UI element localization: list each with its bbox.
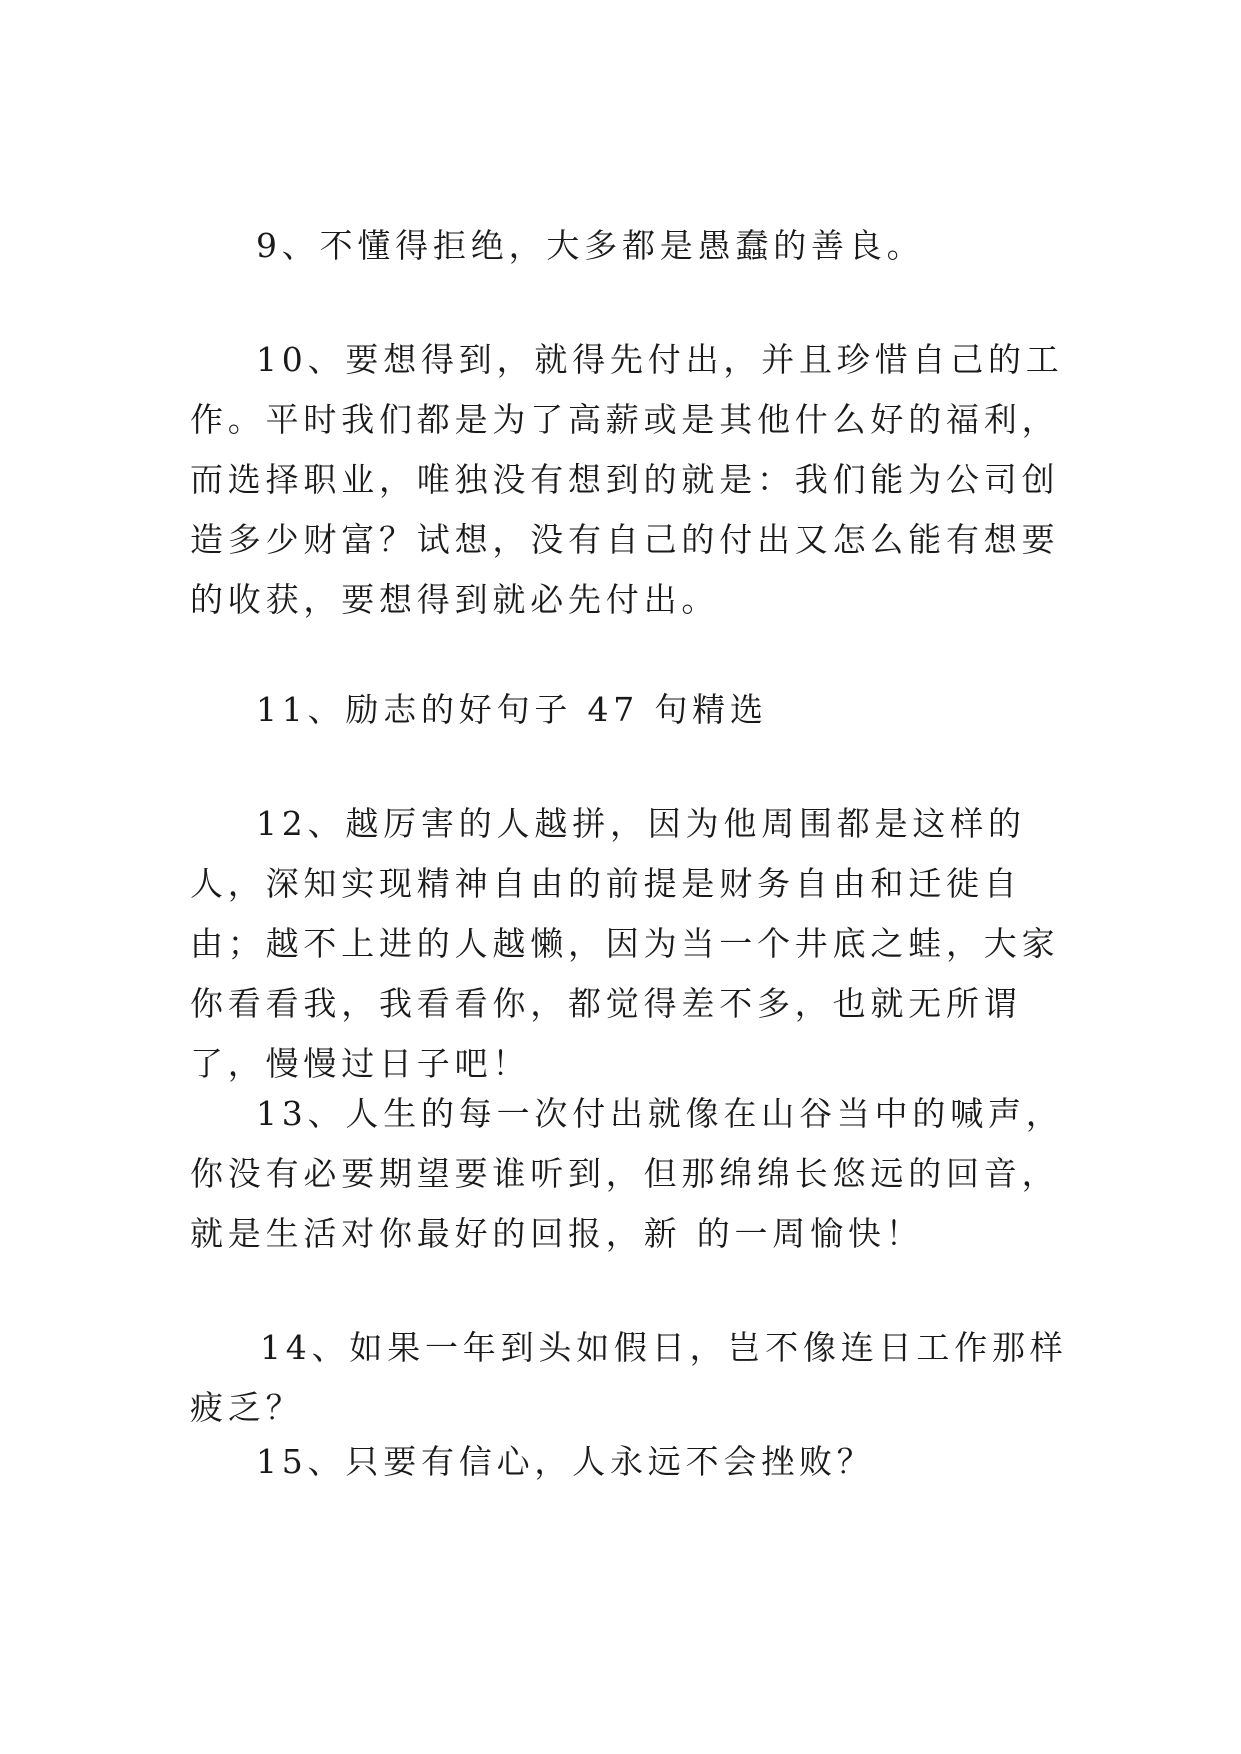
paragraph-9: 9、不懂得拒绝，大多都是愚蠢的善良。 [256, 226, 925, 265]
paragraph-11: 11、励志的好句子 47 句精选 [256, 690, 768, 729]
paragraph-14: 14、如果一年到头如假日，岂不像连日工作那样疲乏？ [190, 1328, 1068, 1427]
paragraph-12: 12、越厉害的人越拼，因为他周围都是这样的人，深知实现精神自由的前提是财务自由和迁徙自由；越不上进的人越懒，因为当一个井底之蛙，大家你看看我，我看看你，都觉得差不多，也就无所谓了，慢慢过日子吧！ [190, 804, 1060, 1083]
paragraph-10: 10、要想得到，就得先付出，并且珍惜自己的工作。平时我们都是为了高薪或是其他什么好的福利，而选择职业，唯独没有想到的就是：我们能为公司创造多少财富？试想，没有自己的付出又怎么能有想要的收获，要想得到就必先付出。 [190, 340, 1064, 619]
paragraph-15: 15、只要有信心，人永远不会挫败？ [256, 1442, 875, 1481]
paragraph-13: 13、人生的每一次付出就像在山谷当中的喊声，你没有必要期望要谁听到，但那绵绵长悠远的回音，就是生活对你最好的回报，新 的一周愉快！ [190, 1094, 1064, 1253]
